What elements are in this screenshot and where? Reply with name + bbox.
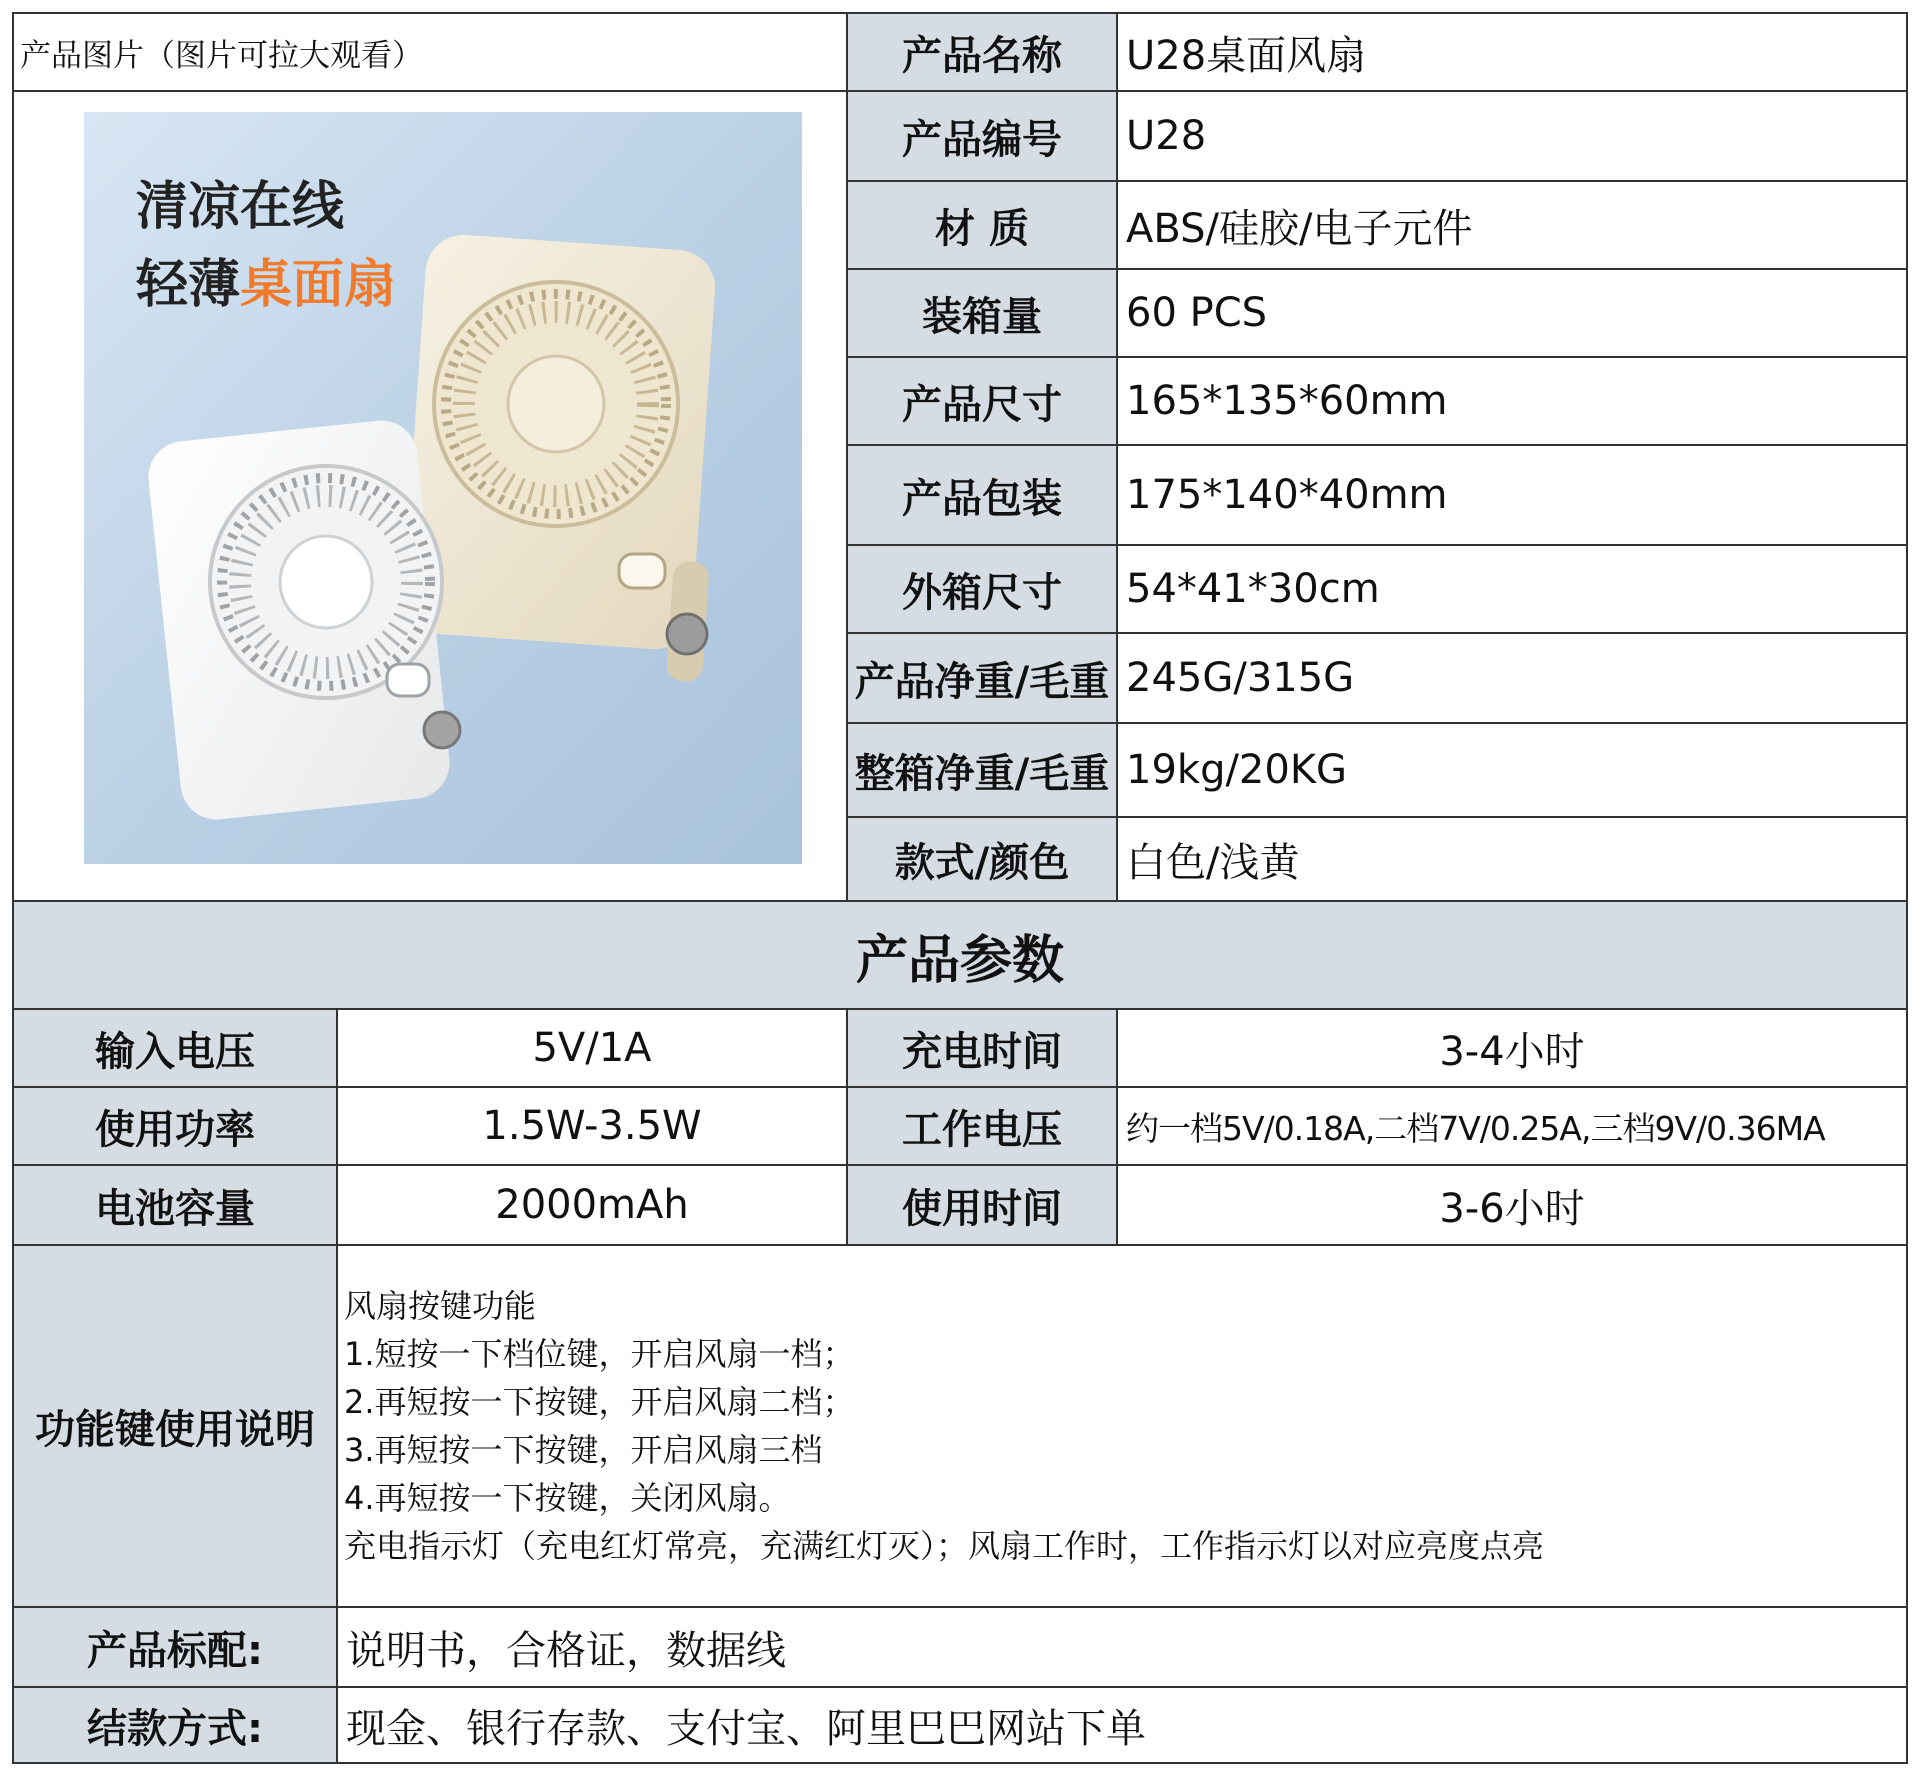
- spec-value-4: 165*135*60mm: [1116, 356, 1908, 446]
- param-value-2-b: 3-6小时: [1116, 1164, 1908, 1246]
- product-photo-cell: [12, 90, 848, 902]
- param-label-1-b: 工作电压: [846, 1086, 1118, 1166]
- standard-value: 说明书，合格证，数据线: [336, 1606, 1908, 1688]
- spec-value-7: 245G/315G: [1116, 632, 1908, 724]
- spec-label-1: 产品编号: [846, 90, 1118, 182]
- param-label-2-a: 电池容量: [12, 1164, 338, 1246]
- spec-value-5: 175*140*40mm: [1116, 444, 1908, 546]
- param-value-0-a: 5V/1A: [336, 1008, 848, 1088]
- param-label-2-b: 使用时间: [846, 1164, 1118, 1246]
- spec-label-7: 产品净重/毛重: [846, 632, 1118, 724]
- param-value-1-a: 1.5W-3.5W: [336, 1086, 848, 1166]
- spec-value-3: 60 PCS: [1116, 268, 1908, 358]
- spec-label-2: 材 质: [846, 180, 1118, 270]
- white-fan-illustration: [145, 417, 460, 823]
- svg-text:轻薄桌面扇: [136, 255, 396, 315]
- function-line: 3.再短按一下按键，开启风扇三档: [344, 1431, 823, 1469]
- function-label: 功能键使用说明: [12, 1244, 338, 1608]
- photo-headline-accent: 桌面扇: [240, 255, 397, 315]
- function-line: 1.短按一下档位键，开启风扇一档；: [344, 1335, 855, 1373]
- spec-label-5: 产品包装: [846, 444, 1118, 546]
- spec-label-0: 产品名称: [846, 12, 1118, 92]
- param-label-0-a: 输入电压: [12, 1008, 338, 1088]
- param-label-1-a: 使用功率: [12, 1086, 338, 1166]
- spec-value-6: 54*41*30cm: [1116, 544, 1908, 634]
- function-line: 风扇按键功能: [344, 1287, 537, 1325]
- photo-headline-line2: 轻薄: [136, 255, 241, 315]
- param-value-0-b: 3-4小时: [1116, 1008, 1908, 1088]
- spec-value-9: 白色/浅黄: [1116, 816, 1908, 902]
- params-title: 产品参数: [12, 900, 1908, 1010]
- spec-label-8: 整箱净重/毛重: [846, 722, 1118, 818]
- spec-value-1: U28: [1116, 90, 1908, 182]
- product-photo: [84, 112, 802, 864]
- photo-headline-line1: 清凉在线: [136, 177, 345, 237]
- payment-value: 现金、银行存款、支付宝、阿里巴巴网站下单: [336, 1686, 1908, 1764]
- spec-label-9: 款式/颜色: [846, 816, 1118, 902]
- spec-label-4: 产品尺寸: [846, 356, 1118, 446]
- standard-label: 产品标配:: [12, 1606, 338, 1688]
- spec-value-8: 19kg/20KG: [1116, 722, 1908, 818]
- param-label-0-b: 充电时间: [846, 1008, 1118, 1088]
- spec-value-2: ABS/硅胶/电子元件: [1116, 180, 1908, 270]
- function-line: 4.再短按一下按键，关闭风扇。: [344, 1479, 791, 1517]
- spec-value-0: U28桌面风扇: [1116, 12, 1908, 92]
- photo-caption: 产品图片（图片可拉大观看）: [12, 12, 848, 92]
- spec-label-6: 外箱尺寸: [846, 544, 1118, 634]
- spec-sheet: [12, 12, 1908, 1764]
- function-line: 2.再短按一下按键，开启风扇二档；: [344, 1383, 855, 1421]
- beige-fan-illustration: [400, 232, 717, 682]
- function-line: 充电指示灯（充电红灯常亮，充满红灯灭）；风扇工作时，工作指示灯以对应亮度点亮: [344, 1527, 1545, 1565]
- payment-label: 结款方式:: [12, 1686, 338, 1764]
- spec-label-3: 装箱量: [846, 268, 1118, 358]
- param-value-1-b: 约一档5V/0.18A,二档7V/0.25A,三档9V/0.36MA: [1116, 1086, 1908, 1166]
- param-value-2-a: 2000mAh: [336, 1164, 848, 1246]
- function-instructions: [336, 1244, 1908, 1608]
